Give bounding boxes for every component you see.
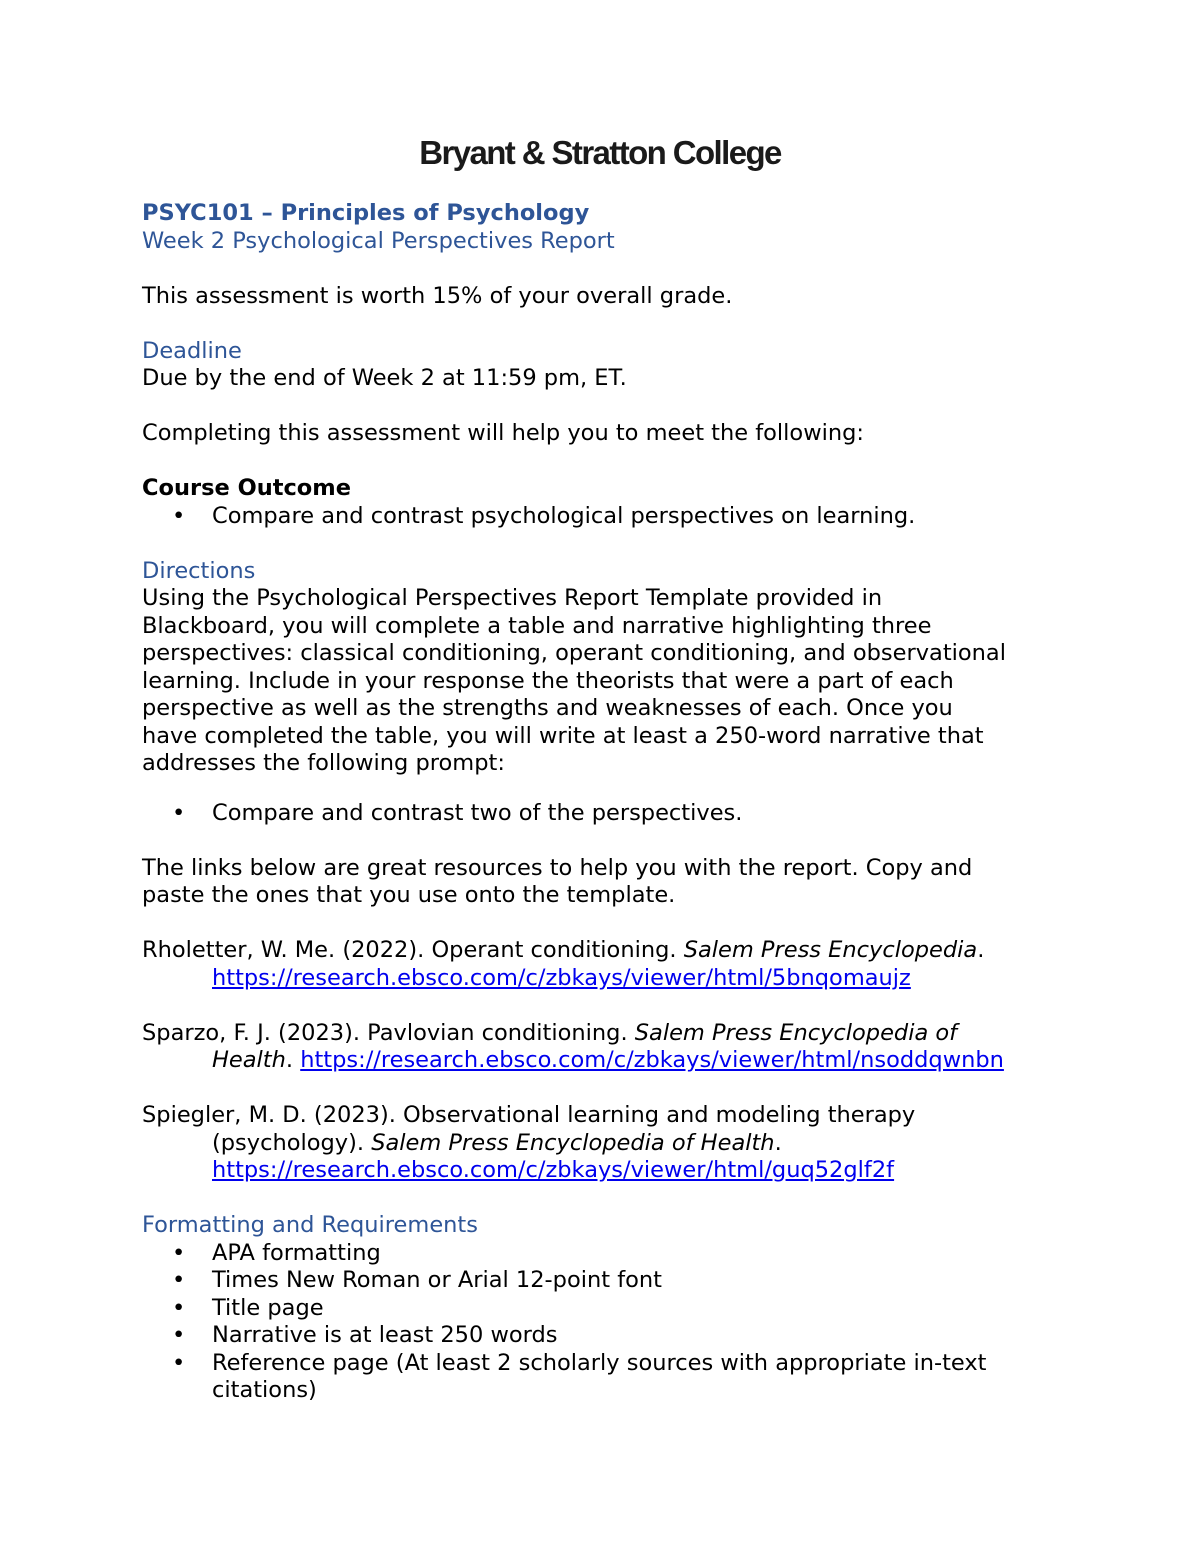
formatting-list bbox=[142, 1240, 1062, 1405]
course-outcome-list bbox=[142, 503, 1062, 531]
directions-line: have completed the table, you will write at least a 250-word narrative that bbox=[142, 722, 984, 749]
reference-entry: Sparzo, F. J. (2023). Pavlovian conditioning. Salem Press Encyclopedia of Health. https://research.ebsco.com/c/zbkays/viewer/html/nsoddqwnbn bbox=[142, 1019, 1004, 1073]
deadline-text: Due by the end of Week 2 at 11:59 pm, ET. bbox=[142, 365, 627, 391]
directions-line: Blackboard, you will complete a table and narrative highlighting three bbox=[142, 612, 932, 639]
college-logo: Bryant & Stratton College bbox=[419, 134, 781, 171]
list-item: • Compare and contrast two of the perspectives. bbox=[142, 800, 1062, 828]
directions-line: addresses the following prompt: bbox=[142, 750, 505, 776]
reference-link[interactable]: https://research.ebsco.com/c/zbkays/viewer/html/guq52glf2f bbox=[212, 1157, 895, 1183]
list-item: • Title page bbox=[142, 1295, 1062, 1323]
deadline-heading: Deadline bbox=[142, 337, 242, 364]
list-item: • Reference page (At least 2 scholarly sources with appropriate in-text citations) bbox=[142, 1350, 1062, 1405]
formatting-heading: Formatting and Requirements bbox=[142, 1212, 478, 1238]
reference-entry: Spiegler, M. D. (2023). Observational learning and modeling therapy (psychology). Salem Press Encyclopedia of Health. https://research.ebsco.com/c/zbkays/viewer/html/guq52glf2f bbox=[142, 1102, 916, 1183]
list-item: • Narrative is at least 250 words bbox=[142, 1322, 1062, 1350]
document-body bbox=[142, 200, 1062, 1405]
reference-link[interactable]: https://research.ebsco.com/c/zbkays/viewer/html/5bnqomaujz bbox=[212, 964, 911, 991]
directions-line: Using the Psychological Perspectives Report Template provided in bbox=[142, 585, 883, 611]
list-item: • Times New Roman or Arial 12-point font bbox=[142, 1267, 1062, 1295]
directions-line: learning. Include in your response the theorists that were a part of each bbox=[142, 667, 954, 694]
list-item: • Compare and contrast psychological perspectives on learning. bbox=[142, 503, 1062, 531]
resources-intro-line: paste the ones that you use onto the template. bbox=[142, 882, 676, 908]
list-item: • APA formatting bbox=[142, 1240, 1062, 1268]
reference-link[interactable]: https://research.ebsco.com/c/zbkays/viewer/html/nsoddqwnbn bbox=[300, 1047, 1004, 1073]
resources-intro-line: The links below are great resources to help you with the report. Copy and bbox=[142, 854, 973, 881]
assignment-subtitle: Week 2 Psychological Perspectives Report bbox=[142, 227, 615, 254]
grade-weight-text: This assessment is worth 15% of your overall grade. bbox=[142, 282, 733, 309]
course-title: PSYC101 – Principles of Psychology bbox=[142, 200, 590, 226]
prompt-list bbox=[142, 800, 1062, 828]
directions-line: perspectives: classical conditioning, operant conditioning, and observational bbox=[142, 640, 1006, 666]
directions-line: perspective as well as the strengths and weaknesses of each. Once you bbox=[142, 695, 953, 721]
outcomes-intro: Completing this assessment will help you to meet the following: bbox=[142, 420, 864, 446]
directions-heading: Directions bbox=[142, 557, 256, 584]
course-outcome-heading: Course Outcome bbox=[142, 475, 351, 501]
reference-entry: Rholetter, W. Me. (2022). Operant conditioning. Salem Press Encyclopedia. https://research.ebsco.com/c/zbkays/viewer/html/5bnqomaujz bbox=[142, 937, 985, 991]
